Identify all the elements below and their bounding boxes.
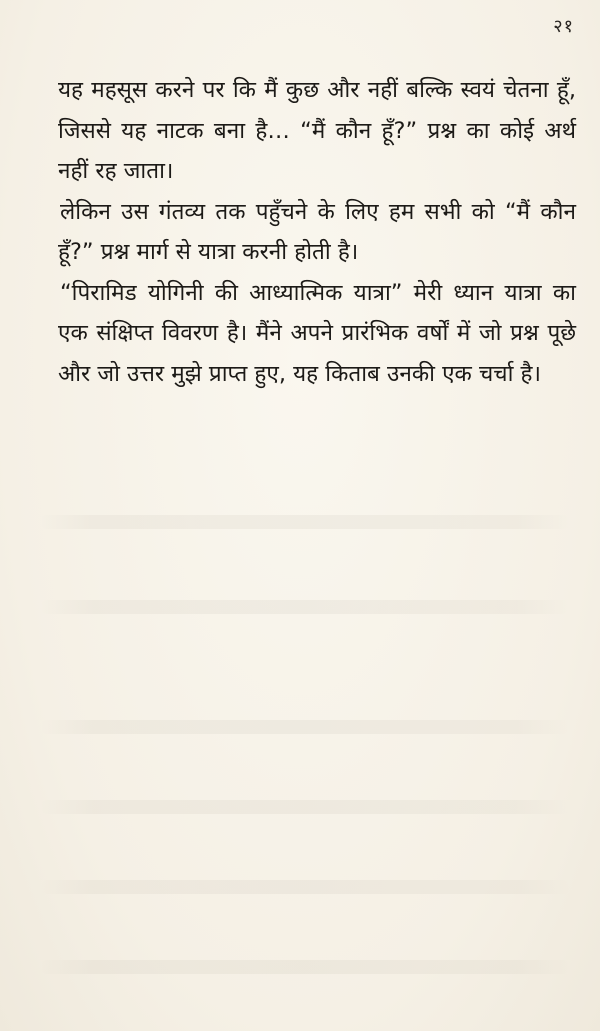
page-body xyxy=(58,70,576,394)
paragraph-3: “पिरामिड योगिनी की आध्यात्मिक यात्रा” मेरी ध्यान यात्रा का एक संक्षिप्त विवरण है। मैंने अपने प्रारंभिक वर्षों में जो प्रश्न पूछे और जो उत्तर मुझे प्राप्त हुए, यह किताब उनकी एक चर्चा है। xyxy=(58,279,576,387)
page-number: २१ xyxy=(553,16,574,37)
bleed-through-line xyxy=(40,960,570,974)
bleed-through-line xyxy=(40,880,570,894)
bleed-through-line xyxy=(40,600,570,614)
paragraph-2: लेकिन उस गंतव्य तक पहुँचने के लिए हम सभी को “मैं कौन हूँ?” प्रश्न मार्ग से यात्रा करनी होती है। xyxy=(58,198,576,265)
bleed-through-line xyxy=(40,515,570,529)
bleed-through-line xyxy=(40,720,570,734)
bleed-through-line xyxy=(40,800,570,814)
paragraph-1: यह महसूस करने पर कि मैं कुछ और नहीं बल्कि स्वयं चेतना हूँ, जिससे यह नाटक बना है… “मैं कौन हूँ?” प्रश्न का कोई अर्थ नहीं रह जाता। xyxy=(58,77,576,184)
